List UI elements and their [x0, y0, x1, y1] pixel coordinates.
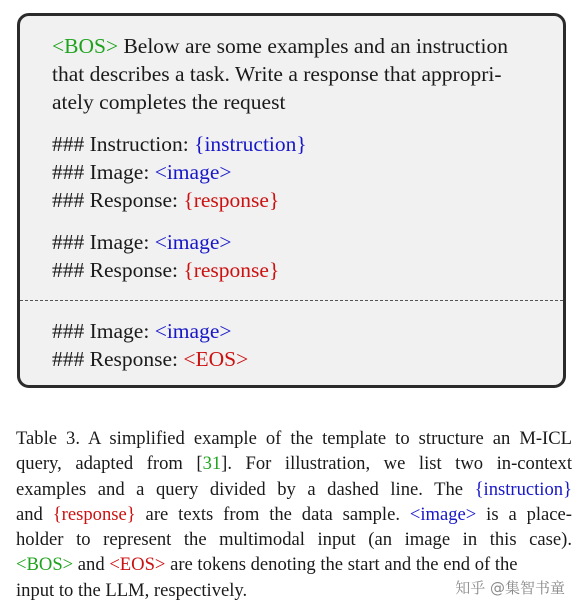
intro-line-3: ately completes the request — [52, 90, 286, 114]
caption-text: is a place- — [476, 503, 573, 525]
instruction-token: {instruction} — [474, 478, 572, 500]
caption-text: examples and a query divided by a dashed line. The — [16, 478, 475, 500]
image-token: <image> — [154, 319, 232, 343]
image-token: <image> — [409, 503, 477, 525]
eos-token: <EOS> — [183, 347, 249, 371]
image-token: <image> — [154, 230, 232, 254]
caption-text: and — [73, 554, 110, 576]
caption-line-2 — [16, 451, 572, 476]
caption-text: and — [16, 503, 53, 525]
watermark-text: 知乎 @集智书童 — [455, 579, 565, 597]
caption-text: ]. For illustration, we list two in-context — [221, 453, 572, 475]
bos-token: <BOS> — [52, 34, 119, 58]
response-label: ### Response: — [52, 188, 184, 212]
caption-line-4 — [16, 502, 572, 527]
caption-line-1: Table 3. A simplified example of the template to structure an M-ICL — [16, 428, 572, 449]
query-image-line — [52, 317, 232, 345]
dashed-divider — [20, 300, 563, 301]
citation-link[interactable]: 31 — [202, 453, 222, 475]
caption-line-5: holder to represent the multimodal input (an image in this case). — [16, 529, 572, 551]
caption-line-6 — [16, 552, 572, 577]
example1-instruction-line — [52, 130, 307, 158]
image-label: ### Image: — [52, 230, 155, 254]
response-token: {response} — [183, 258, 280, 282]
response-label: ### Response: — [52, 258, 184, 282]
image-label: ### Image: — [52, 160, 155, 184]
example2-response-line — [52, 256, 279, 284]
caption-text: are texts from the data sample. — [135, 503, 410, 525]
intro-line-2: that describes a task. Write a response that appropri- — [52, 62, 502, 86]
caption-line-7: input to the LLM, respectively. — [16, 579, 248, 601]
intro-text: Below are some examples and an instruction — [118, 34, 508, 58]
example1-image-line — [52, 158, 232, 186]
example1-response-line — [52, 186, 279, 214]
bos-token: <BOS> — [16, 554, 74, 576]
response-token: {response} — [183, 188, 280, 212]
instruction-label: ### Instruction: — [52, 132, 195, 156]
query-response-line — [52, 345, 248, 373]
caption-text: query, adapted from [ — [16, 453, 203, 475]
caption-text: are tokens denoting the start and the end of the — [165, 554, 518, 576]
intro-line-1 — [52, 32, 508, 60]
example2-image-line — [52, 228, 232, 256]
instruction-token: {instruction} — [194, 132, 307, 156]
image-label: ### Image: — [52, 319, 155, 343]
eos-token: <EOS> — [109, 554, 166, 576]
response-label: ### Response: — [52, 347, 184, 371]
prompt-template-box — [17, 13, 566, 388]
response-token: {response} — [52, 503, 136, 525]
caption-line-3 — [16, 477, 572, 502]
image-token: <image> — [154, 160, 232, 184]
